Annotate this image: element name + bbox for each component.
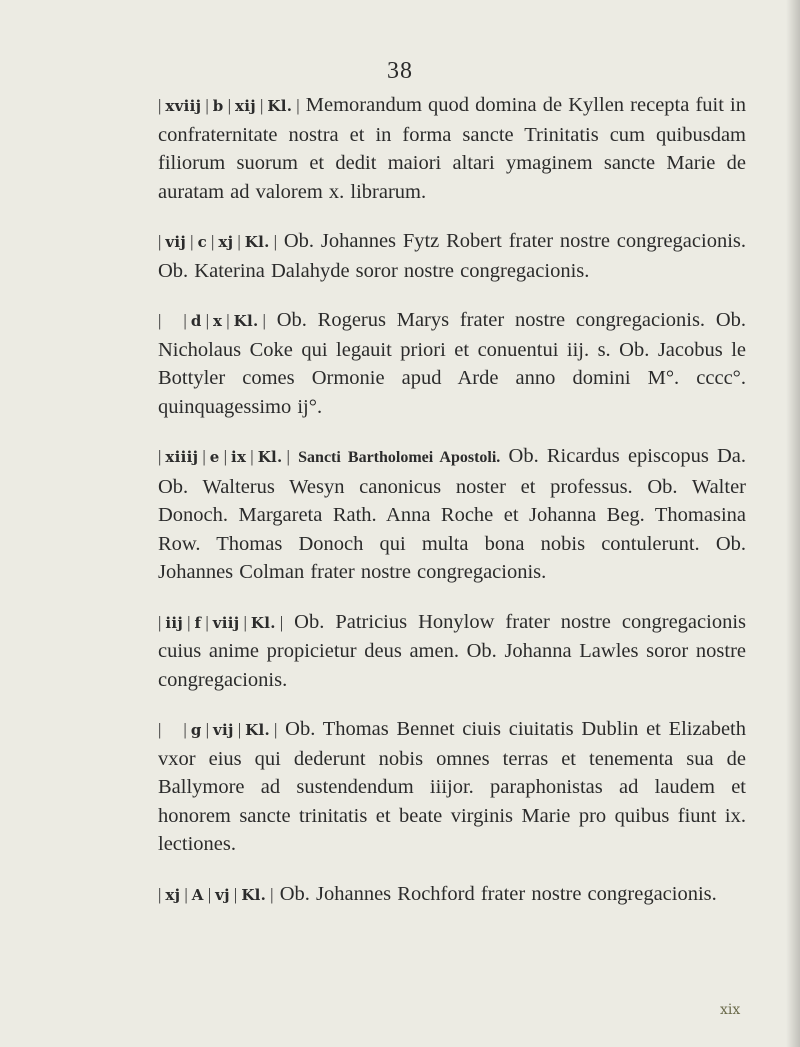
- calendar-prefix: | xviij | b | xij | Kl. |: [158, 96, 300, 115]
- calendar-prefix: | | g | vij | Kl. |: [158, 720, 278, 739]
- golden-number: xiiij: [165, 448, 199, 466]
- kalend-day: viij: [212, 613, 240, 632]
- dominical-letter: g: [190, 721, 202, 739]
- golden-number: xj: [165, 885, 181, 904]
- entry-text: Memorandum quod domina de Kyllen recepta fuit in confraternitate nostra et in forma sancte Trinitatis cum quibusdam filiorum suorum et dedit maiori altari ymaginem sancte Marie de auratam ad valorem x. librarum.: [158, 94, 746, 203]
- golden-number: xviij: [165, 97, 202, 115]
- kalends-mark: Kl.: [245, 721, 271, 739]
- dominical-letter: b: [212, 97, 224, 115]
- dominical-letter: c: [197, 233, 207, 251]
- calendar-entries: [158, 91, 746, 930]
- kalends-mark: Kl.: [257, 448, 283, 466]
- dominical-letter: f: [194, 613, 202, 632]
- calendar-prefix: | | d | x | Kl. |: [158, 311, 266, 330]
- kalend-day: vij: [213, 721, 234, 739]
- calendar-entry: [158, 880, 746, 910]
- kalend-day: xij: [235, 97, 256, 115]
- entry-text: Ob. Rogerus Marys frater nostre congregacionis. Ob. Nicholaus Coke qui legauit priori et conuentui iij. s. Ob. Jacobus le Bottyler comes Ormonie apud Arde anno domini M°. cccc°. quinquagessimo ij°.: [158, 309, 746, 418]
- entry-text: Ob. Johannes Fytz Robert frater nostre congregacionis. Ob. Katerina Dalahyde soror nostre congregacionis.: [158, 230, 746, 282]
- calendar-prefix: | xj | A | vj | Kl. |: [158, 884, 274, 904]
- kalends-mark: Kl.: [241, 885, 267, 904]
- kalend-day: xj: [218, 233, 234, 251]
- dominical-letter: e: [209, 448, 220, 466]
- page-edge-shadow: [786, 0, 800, 1047]
- calendar-entry: [158, 715, 746, 859]
- calendar-prefix: | vij | c | xj | Kl. |: [158, 232, 278, 251]
- kalend-day: vj: [215, 885, 230, 904]
- kalends-mark: Kl.: [233, 312, 259, 330]
- calendar-entry: [158, 227, 746, 285]
- calendar-prefix: | iij | f | viij | Kl. |: [158, 612, 284, 632]
- catchword: xix: [720, 1002, 741, 1018]
- kalends-mark: Kl.: [250, 613, 276, 632]
- kalend-day: x: [213, 312, 223, 330]
- calendar-entry: [158, 442, 746, 587]
- entry-text: Ob. Johannes Rochford frater nostre congregacionis.: [279, 882, 717, 905]
- page-number: 38: [387, 58, 413, 84]
- kalend-day: ix: [231, 448, 247, 466]
- feast-title: Sancti Bartholomei Apostoli.: [298, 449, 501, 466]
- kalends-mark: Kl.: [267, 97, 293, 115]
- kalends-mark: Kl.: [244, 233, 270, 251]
- entry-text: Ob. Thomas Bennet ciuis ciuitatis Dublin et Elizabeth vxor eius qui dederunt nobis omnes terras et tenementa sua de Ballymore ad sustendendum iiijor. paraphonistas ad laudem et honorem sancte trinitatis et beate virginis Marie pro quibus fiunt ix. lectiones.: [158, 718, 746, 855]
- golden-number: iij: [165, 613, 184, 632]
- dominical-letter: d: [190, 312, 202, 330]
- dominical-letter: A: [191, 885, 204, 904]
- calendar-prefix: | xiiij | e | ix | Kl. |: [158, 447, 290, 466]
- entry-text: Ob. Patricius Honylow frater nostre congregacionis cuius anime propicietur deus amen. Ob. Johanna Lawles soror nostre congregacionis.: [158, 610, 746, 691]
- entry-text: Ob. Ricardus episcopus Da. Ob. Walterus Wesyn canonicus noster et professus. Ob. Walter Donoch. Margareta Rath. Anna Roche et Johanna Beg. Thomasina Row. Thomas Donoch qui multa bona nobis contulerunt. Ob. Johannes Colman frater nostre congregacionis.: [158, 445, 747, 583]
- golden-number: vij: [165, 233, 187, 251]
- calendar-entry: [158, 91, 746, 206]
- calendar-entry: [158, 306, 746, 421]
- calendar-entry: [158, 608, 746, 695]
